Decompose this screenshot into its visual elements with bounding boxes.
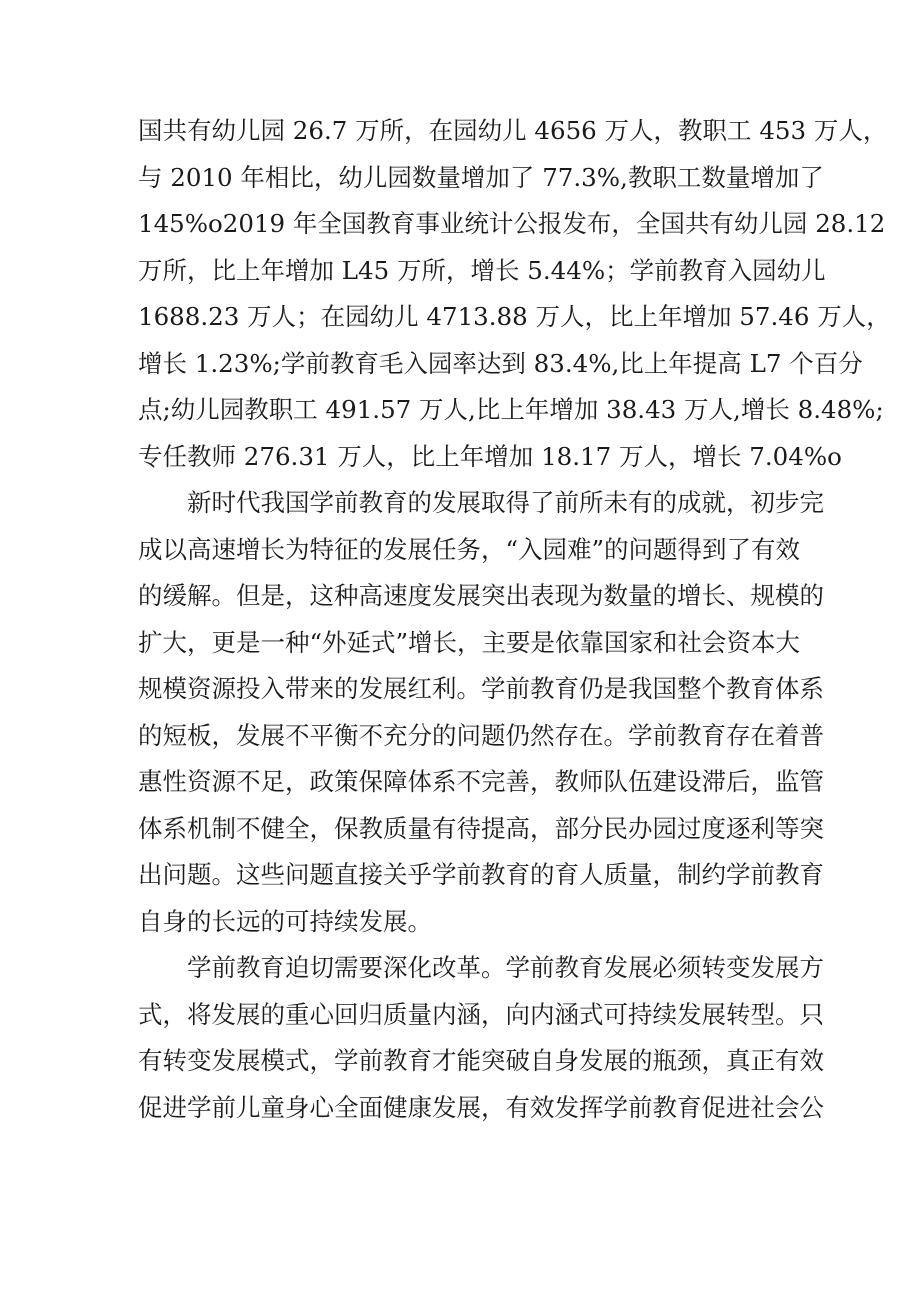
text-line: 促进学前儿童身心全面健康发展，有效发挥学前教育促进社会公 (138, 1092, 824, 1122)
text-line: 新时代我国学前教育的发展取得了前所未有的成就，初步完 (187, 488, 824, 517)
text-line: 的短板，发展不平衡不充分的问题仍然存在。学前教育存在着普 (138, 720, 824, 750)
text-line: 学前教育迫切需要深化改革。学前教育发展必须转变发展方 (187, 953, 824, 982)
text-line: 1688.23 万人；在园幼儿 4713.88 万人，比上年增加 57.46 万人， (138, 302, 891, 331)
text-line: 点;幼儿园教职工 491.57 万人,比上年增加 38.43 万人,增长 8.48%; (138, 395, 884, 424)
paragraph-new-era (138, 480, 824, 945)
text-line: 万所，比上年增加 L45 万所，增长 5.44%；学前教育入园幼儿 (138, 255, 826, 285)
body-text (138, 108, 891, 1131)
text-line: 惠性资源不足，政策保障体系不完善，教师队伍建设滞后，监管 (138, 767, 824, 796)
paragraph-reform (138, 945, 824, 1131)
text-line: 扩大，更是一种“外延式”增长，主要是依靠国家和社会资本大 (138, 627, 801, 657)
text-line: 增长 1.23%;学前教育毛入园率达到 83.4%,比上年提高 L7 个百分 (138, 348, 863, 378)
text-line: 成以高速增长为特征的发展任务，“入园难”的问题得到了有效 (138, 534, 801, 564)
text-line: 出问题。这些问题直接关乎学前教育的育人质量，制约学前教育 (138, 860, 824, 889)
text-line: 与 2010 年相比，幼儿园数量增加了 77.3%,教职工数量增加了 (138, 162, 824, 192)
text-line: 体系机制不健全，保教质量有待提高，部分民办园过度逐利等突 (138, 813, 824, 843)
text-line: 式，将发展的重心回归质量内涵，向内涵式可持续发展转型。只 (138, 999, 824, 1029)
text-line: 的缓解。但是，这种高速度发展突出表现为数量的增长、规模的 (138, 581, 824, 610)
text-line: 145%o2019 年全国教育事业统计公报发布，全国共有幼儿园 28.12 (138, 209, 886, 238)
text-line: 国共有幼儿园 26.7 万所，在园幼儿 4656 万人，教职工 453 万人， (138, 116, 888, 145)
paragraph-statistics (138, 108, 891, 480)
text-line: 专任教师 276.31 万人，比上年增加 18.17 万人，增长 7.04%o (138, 441, 842, 471)
text-line: 自身的长远的可持续发展。 (138, 906, 432, 936)
text-line: 规模资源投入带来的发展红利。学前教育仍是我国整个教育体系 (138, 674, 824, 703)
text-line: 有转变发展模式，学前教育才能突破自身发展的瓶颈，真正有效 (138, 1046, 824, 1075)
